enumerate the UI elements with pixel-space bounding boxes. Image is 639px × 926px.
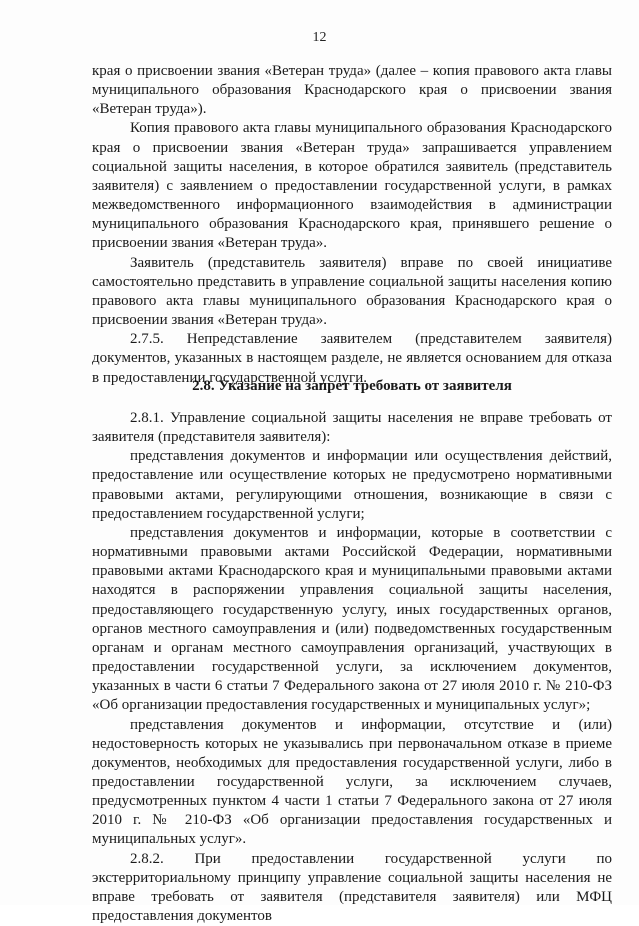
paragraph: 2.7.5. Непредставление заявителем (представителем заявителя) документов, указанных в настоящем разделе, не является основанием для отказа в предоставлении государственной услуги.	[92, 331, 612, 386]
paragraph: 2.8.1. Управление социальной защиты населения не вправе требовать от заявителя (представителя заявителя):	[92, 410, 612, 446]
paragraph: представления документов и информации или осуществления действий, предоставление или осуществление которых не предусмотрено нормативными правовыми актами, регулирующими отношения, возникающие в связи с предоставлением государственной услуги;	[92, 448, 612, 522]
paragraph: Копия правового акта главы муниципального образования Краснодарского края о присвоении звания «Ветеран труда» запрашивается управлением социальной защиты населения, в которое обратился заявитель (представитель заявителя) с заявлением о предоставлении государственной услуги, в рамках межведомственного информационного взаимодействия в администрации муниципального образования Краснодарского края, принявшего решение о присвоении звания «Ветеран труда».	[92, 120, 612, 252]
paragraph: представления документов и информации, отсутствие и (или) недостоверность которых не указывались при первоначальном отказе в приеме документов, необходимых для предоставления государственной услуги, либо в предоставлении государственной услуги, за исключением случаев, предусмотренных пунктом 4 части 1 статьи 7 Федерального закона от 27 июля 2010 г. № 210-ФЗ «Об организации предоставления государственных и муниципальных услуг».	[92, 716, 612, 848]
paragraph: Заявитель (представитель заявителя) вправе по своей инициативе самостоятельно представить в управление социальной защиты населения копию правового акта главы муниципального образования Краснодарского края о присвоении звания «Ветеран труда».	[92, 254, 612, 329]
text-block-top	[92, 62, 612, 388]
paragraph-continuation: края о присвоении звания «Ветеран труда» (далее – копия правового акта главы муниципального образования Краснодарского края о присвоении звания «Ветеран труда»).	[92, 63, 612, 118]
page-number: 12	[312, 30, 327, 45]
section-heading: 2.8. Указание на запрет требовать от заявителя	[192, 378, 512, 394]
paragraph: представления документов и информации, которые в соответствии с нормативными правовыми актами Российской Федерации, нормативными правовыми актами Краснодарского края и муниципальными правовыми актами находятся в распоряжении управления социальной защиты населения, предоставляющего государственную услугу, иных государственных органов, органов местного самоуправления и (или) подведомственных государственным органам и органам местного самоуправления организаций, участвующих в предоставлении государственной услуги, за исключением документов, указанных в части 6 статьи 7 Федерального закона от 27 июля 2010 г. № 210-ФЗ «Об организации предоставления государственных и муниципальных услуг»;	[92, 524, 612, 714]
paragraph: 2.8.2. При предоставлении государственной услуги по экстерриториальному принципу управление социальной защиты населения не вправе требовать от заявителя (представителя заявителя) или МФЦ предоставления документов	[92, 850, 612, 925]
text-block-bottom	[92, 409, 612, 926]
